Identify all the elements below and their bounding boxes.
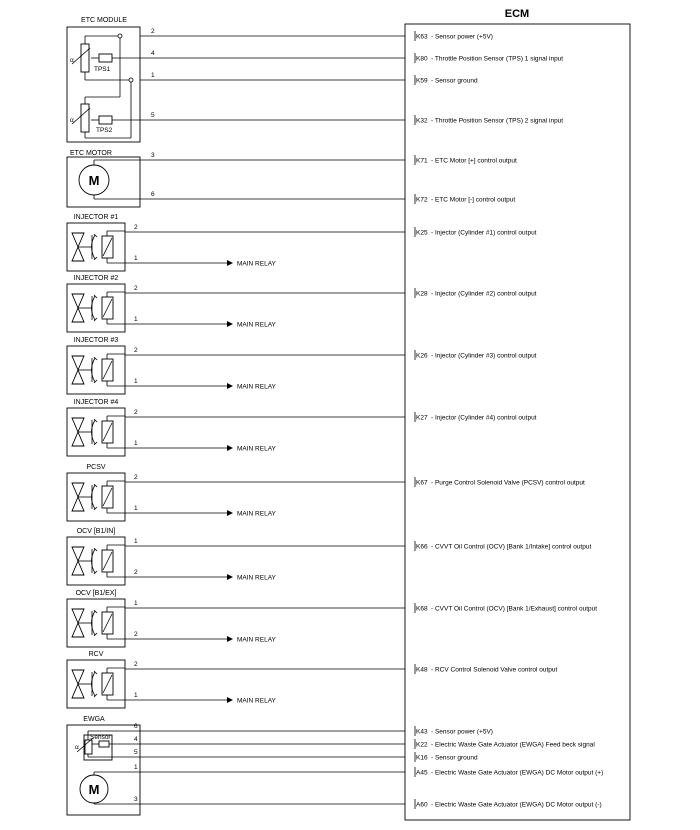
valve-6-arrow-icon (227, 574, 233, 580)
etc-wire-3-pin: 1 (151, 72, 155, 79)
valve-5-valve-icon (72, 483, 84, 497)
valve-6-desc: - CVVT Oil Control (OCV) [Bank 1/Intake] control output (431, 543, 592, 551)
valve-8-relay-wire (125, 692, 277, 705)
etc-motor-box (67, 157, 140, 207)
etc-wire-5-pin: 3 (151, 152, 155, 159)
etc-wire-6 (140, 191, 515, 204)
valve-5-ecm-pin: 2 (134, 474, 138, 481)
valve-8-terminal: K48 (416, 666, 428, 674)
valve-1-box (67, 223, 125, 271)
tps2-alpha: α (70, 117, 74, 124)
valve-6-ecm-wire (125, 538, 591, 551)
tps1-resistor (81, 44, 89, 72)
etc-module (67, 17, 140, 207)
ewga-wire-3-terminal: K16 (416, 754, 428, 762)
valve-7-ecm-pin: 1 (134, 600, 138, 607)
valve-7-box (67, 599, 125, 647)
tps1-sensor (70, 36, 140, 80)
valve-3-valve-icon (72, 356, 84, 370)
valve-7-terminal: K68 (416, 605, 428, 613)
ewga-wire-3-desc: - Sensor ground (431, 754, 478, 762)
valve-7-arrow-icon (227, 636, 233, 642)
valve-4-valve-icon (72, 418, 84, 432)
etc-wire-3-terminal: K59 (416, 77, 428, 85)
etc-wire-4 (140, 112, 563, 125)
valve-5-title: PCSV (86, 464, 106, 471)
ewga-wire-4 (134, 764, 603, 777)
etc-wire-1-desc: - Sensor power (+5V) (431, 33, 493, 41)
junction-power (118, 34, 122, 38)
ewga-sensor-label: Sensor (90, 734, 111, 741)
valve-3-ecm-wire (125, 347, 537, 360)
valve-8-relay-label: MAIN RELAY (237, 697, 276, 705)
etc-motor-symbol: M (88, 173, 100, 188)
valve-2-ecm-pin: 2 (134, 285, 138, 292)
valve-6-box (67, 537, 125, 585)
valve-6-title: OCV [B1/IN] (76, 528, 116, 535)
valve-8-ecm-wire (125, 661, 558, 674)
valve-4-ecm-wire (125, 409, 537, 422)
valve-4-title: INJECTOR #4 (73, 399, 119, 406)
etc-wire-3-desc: - Sensor ground (431, 77, 478, 85)
tps2-element (99, 116, 112, 124)
ewga-wire-2-pin: 4 (134, 736, 138, 743)
ewga-wire-4-terminal: A45 (416, 769, 428, 777)
valve-5-relay-wire (125, 505, 277, 518)
valve-5-relay-pin: 1 (134, 505, 138, 512)
valve-2-terminal: K28 (416, 290, 428, 298)
ewga-alpha: α (75, 744, 79, 751)
ewga-sensor-element (99, 741, 109, 747)
valve-7-relay-label: MAIN RELAY (237, 636, 276, 644)
valve-7-relay-pin: 2 (134, 631, 138, 638)
ewga-wire-3-pin: 5 (134, 749, 138, 756)
valve-4-desc: - Injector (Cylinder #4) control output (431, 414, 537, 422)
valve-4-relay-wire (125, 440, 277, 453)
etc-wire-5-terminal: K71 (416, 157, 428, 165)
valve-4-relay-pin: 1 (134, 440, 138, 447)
valve-2-desc: - Injector (Cylinder #2) control output (431, 290, 537, 298)
etc-wire-5 (140, 152, 517, 165)
etc-wire-2 (140, 50, 563, 63)
valve-1-arrow-icon (227, 260, 233, 266)
valve-2-relay-label: MAIN RELAY (237, 321, 276, 329)
valve-8-ecm-pin: 2 (134, 661, 138, 668)
etc-wire-6-pin: 6 (151, 191, 155, 198)
etc-wire-3 (140, 72, 478, 85)
valve-3-desc: - Injector (Cylinder #3) control output (431, 352, 537, 360)
ewga-wire-1 (134, 723, 493, 736)
ewga-wire-3 (134, 749, 478, 762)
valve-1-ecm-wire (125, 224, 537, 237)
ewga-title: EWGA (83, 716, 105, 723)
etc-wire-1 (140, 28, 493, 41)
valve-4 (67, 399, 537, 456)
valve-3-title: INJECTOR #3 (73, 337, 119, 344)
ewga-wire-1-terminal: K43 (416, 728, 428, 736)
valve-2 (67, 275, 537, 332)
valve-1-title: INJECTOR #1 (73, 214, 119, 221)
ewga-wire-5-terminal: A60 (416, 801, 428, 809)
valve-1-desc: - Injector (Cylinder #1) control output (431, 229, 537, 237)
ecm-box (405, 24, 630, 820)
etc-module-title: ETC MODULE (81, 17, 127, 24)
valve-6-valve-icon (72, 547, 84, 561)
valve-3-arrow-icon (227, 383, 233, 389)
ewga-wire-5-pin: 3 (134, 796, 138, 803)
valve-5-arrow-icon (227, 510, 233, 516)
valve-6-ecm-pin: 1 (134, 538, 138, 545)
etc-wire-1-terminal: K63 (416, 33, 428, 41)
ewga-wire-5-desc: - Electric Waste Gate Actuator (EWGA) DC Motor output (-) (431, 801, 602, 809)
valve-5-ecm-wire (125, 474, 585, 487)
valve-8-arrow-icon (227, 697, 233, 703)
ewga-module (67, 716, 140, 815)
valve-6-relay-pin: 2 (134, 569, 138, 576)
valve-1-relay-label: MAIN RELAY (237, 260, 276, 268)
valve-4-terminal: K27 (416, 414, 428, 422)
etc-wire-4-terminal: K32 (416, 117, 428, 125)
valve-2-relay-wire (125, 316, 277, 329)
valve-4-ecm-pin: 2 (134, 409, 138, 416)
tps2-sensor (70, 97, 140, 138)
ewga-wire-1-pin: 6 (134, 723, 138, 730)
etc-wire-4-desc: - Throttle Position Sensor (TPS) 2 signal input (431, 117, 564, 125)
etc-wire-2-pin: 4 (151, 50, 155, 57)
ewga-wires (134, 723, 603, 809)
etc-wire-4-pin: 5 (151, 112, 155, 119)
valve-1-ecm-pin: 2 (134, 224, 138, 231)
valve-8-desc: - RCV Control Solenoid Valve control output (431, 666, 558, 674)
valve-8-relay-pin: 1 (134, 692, 138, 699)
valve-4-arrow-icon (227, 445, 233, 451)
ewga-wire-4-desc: - Electric Waste Gate Actuator (EWGA) DC Motor output (+) (431, 769, 604, 777)
valve-4-box (67, 408, 125, 456)
etc-wire-2-desc: - Throttle Position Sensor (TPS) 1 signal input (431, 55, 564, 63)
valve-2-valve-icon (72, 294, 84, 308)
valve-7-relay-wire (125, 631, 277, 644)
valve-8-box (67, 660, 125, 708)
valve-components (67, 214, 597, 708)
valve-3-ecm-pin: 2 (134, 347, 138, 354)
valve-2-title: INJECTOR #2 (73, 275, 119, 282)
valve-6-relay-wire (125, 569, 277, 582)
valve-3-relay-pin: 1 (134, 378, 138, 385)
valve-6-terminal: K66 (416, 543, 428, 551)
valve-5-box (67, 473, 125, 521)
ewga-wire-2-desc: - Electric Waste Gate Actuator (EWGA) Feed beck signal (431, 741, 595, 749)
tps1-element (99, 54, 112, 62)
valve-2-ecm-wire (125, 285, 537, 298)
valve-3 (67, 337, 537, 394)
valve-7-valve-icon (72, 609, 84, 623)
valve-8 (67, 651, 558, 708)
valve-8-valve-icon (72, 670, 84, 684)
valve-5-desc: - Purge Control Solenoid Valve (PCSV) control output (431, 479, 585, 487)
etc-wire-5-desc: - ETC Motor [+] control output (431, 157, 517, 165)
ewga-motor-symbol: M (88, 782, 100, 797)
etc-wire-6-desc: - ETC Motor [-] control output (431, 196, 516, 204)
valve-2-arrow-icon (227, 321, 233, 327)
valve-5-relay-label: MAIN RELAY (237, 510, 276, 518)
valve-7-title: OCV [B1/EX] (75, 590, 117, 597)
valve-6-relay-label: MAIN RELAY (237, 574, 276, 582)
tps2-resistor (81, 104, 89, 132)
valve-1-valve-icon (72, 233, 84, 247)
ewga-wire-2 (134, 736, 595, 749)
etc-wire-6-terminal: K72 (416, 196, 428, 204)
valve-2-relay-pin: 1 (134, 316, 138, 323)
valve-1-terminal: K25 (416, 229, 428, 237)
ecm-title: ECM (504, 8, 530, 20)
ewga-wire-2-terminal: K22 (416, 741, 428, 749)
valve-6 (67, 528, 591, 585)
valve-1-relay-pin: 1 (134, 255, 138, 262)
junction-ground (129, 78, 133, 82)
valve-5 (67, 464, 585, 521)
ewga-wire-4-pin: 1 (134, 764, 138, 771)
etc-wire-2-terminal: K80 (416, 55, 428, 63)
valve-2-box (67, 284, 125, 332)
tps1-label: TPS1 (94, 66, 111, 73)
valve-3-box (67, 346, 125, 394)
valve-7 (67, 590, 597, 647)
tps2-label: TPS2 (96, 127, 113, 134)
tps1-alpha: α (70, 57, 74, 64)
ewga-wire-1-desc: - Sensor power (+5V) (431, 728, 493, 736)
valve-7-ecm-wire (125, 600, 597, 613)
valve-8-title: RCV (88, 651, 104, 658)
ewga-wire-5 (134, 796, 602, 809)
etc-module-box (67, 27, 140, 142)
valve-4-relay-label: MAIN RELAY (237, 445, 276, 453)
etc-motor-label: ETC MOTOR (70, 150, 112, 157)
valve-3-relay-wire (125, 378, 277, 391)
etc-wires (140, 28, 563, 204)
valve-1-relay-wire (125, 255, 277, 268)
valve-3-relay-label: MAIN RELAY (237, 383, 276, 391)
etc-wire-1-pin: 2 (151, 28, 155, 35)
valve-1 (67, 214, 537, 271)
valve-3-terminal: K26 (416, 352, 428, 360)
valve-7-desc: - CVVT Oil Control (OCV) [Bank 1/Exhaust] control output (431, 605, 598, 613)
valve-5-terminal: K67 (416, 479, 428, 487)
